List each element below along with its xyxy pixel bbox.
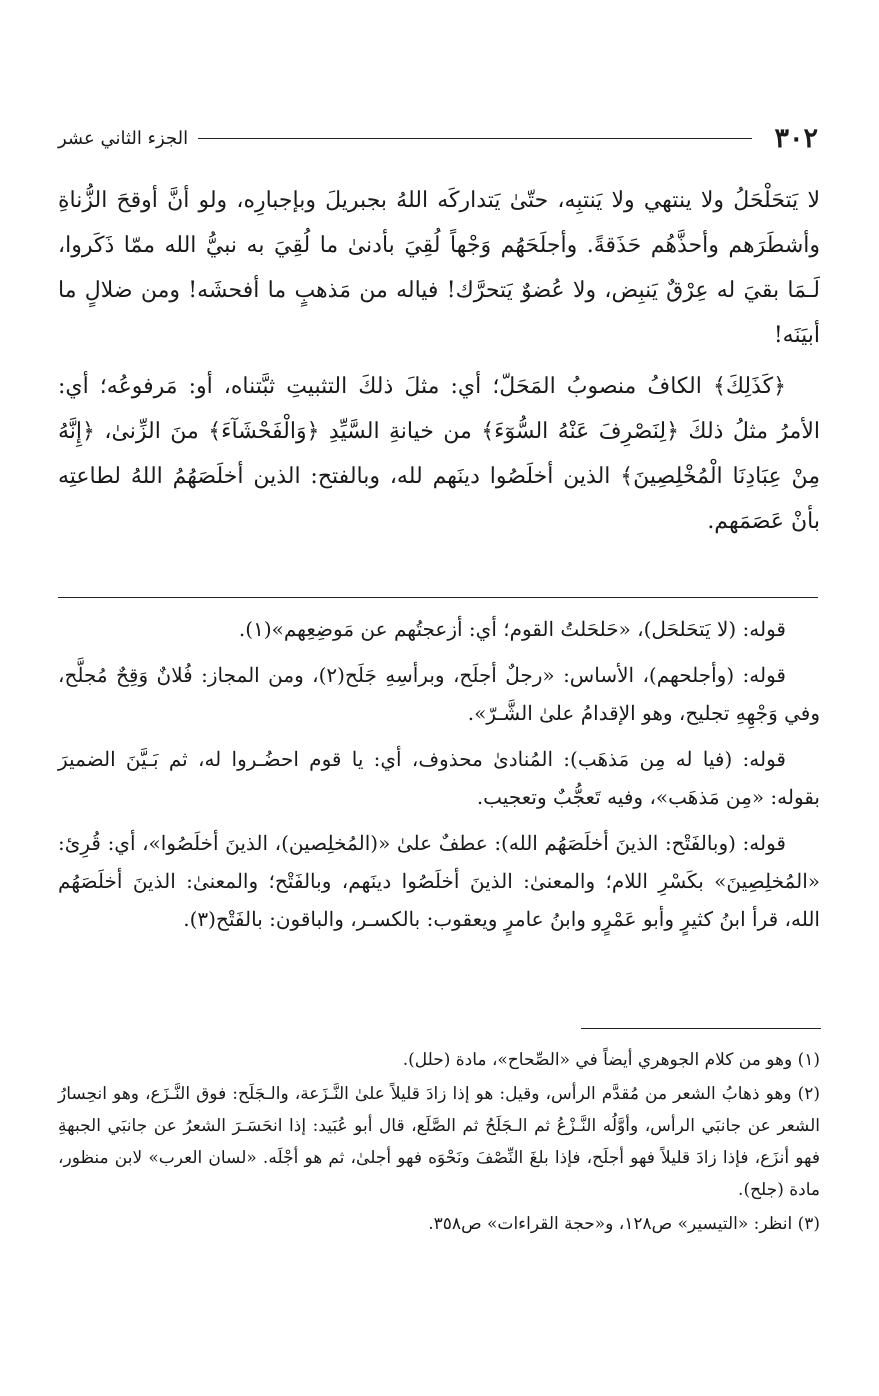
- commentary-paragraph: قوله: (فيا له مِن مَذهَب): المُنادىٰ محذوف، أي: يا قوم احضُـروا له، ثم بَـيَّنَ الضميرَ بقوله: «مِن مَذهَب»، وفيه تَعجُّبٌ وتعجيب.: [58, 747, 820, 809]
- header-rule: [198, 138, 752, 139]
- commentary-paragraph: قوله: (وبالفَتْح: الذينَ أخلَصَهُم الله): عطفٌ علىٰ «(المُخلِصين)، الذينَ أخلَصُوا»، أي: قُرِئ: «المُخلِصِينَ» بكَسْرِ اللام؛ والمعنىٰ: الذينَ أخلَصُوا دينَهم، وبالفَتْح؛ والمعنىٰ: الذينَ أخلَصَهُم الله، قرأ ابنُ كثيرٍ وأبو عَمْرٍو وابنُ عامرٍ ويعقوب: بالكسـر، والباقون: بالفَتْح(٣).: [58, 831, 820, 931]
- footnotes-section: [58, 1044, 820, 1242]
- running-title: الجزء الثاني عشر: [58, 127, 189, 149]
- footnote-divider: [581, 1028, 821, 1029]
- commentary-paragraph: قوله: (وأجلحهم)، الأساس: «رجلٌ أجلَح، وبرأسِهِ جَلَح(٢)، ومن المجاز: فُلانٌ وَقِحٌ مُجلَّح، وفي وَجْهِهِ تجليح، وهو الإقدامُ علىٰ الشَّـرّ».: [58, 663, 820, 725]
- page-number: ٣٠٢: [774, 122, 818, 154]
- main-paragraph: لا يَتحَلْحَلُ ولا ينتهي ولا يَنتبِه، حتّىٰ يَتداركَه اللهُ بجبريلَ وبإجبارِه، ولو أنَّ أوقحَ الزُّناةِ وأشطَرَهم وأحذَّهُم حَذَقةً. وأجلَحَهُم وَجْهاً لُقِيَ بأدنىٰ ما لُقِيَ به نبيُّ الله ممّا ذَكَروا، لَـمَا بقيَ له عِرْقٌ يَنبِض، ولا عُضوٌ يَتحرَّك! فياله من مَذهبٍ ما أفحشَه! ومن ضلالٍ ما أبيَنَه!: [58, 188, 820, 348]
- commentary-paragraph: قوله: (لا يَتحَلحَل)، «حَلحَلتُ القوم؛ أي: أزعجتُهم عن مَوضِعِهم»(١).: [238, 617, 786, 641]
- footnote: (١) وهو من كلام الجوهري أيضاً في «الصِّحاح»، مادة (حلل).: [402, 1050, 820, 1070]
- footnote: (٢) وهو ذهابُ الشعر من مُقدَّم الرأس، وقيل: هو إذا زادَ قليلاً علىٰ النَّـزَعة، والـجَلَح: فوق النَّـزَع، وهو انحِسارُ الشعر عن جانبَي الرأس، وأوَّلُه النَّـزْعُ ثم الـجَلَحُ ثم الصَّلَع، قال أبو عُبَيد: إذا انحَسَـرَ الشعرُ عن جانبَي الجبهةِ فهو أنزَع، فإذا زادَ قليلاً فهو أجلَح، فإذا بلغَ النِّصْفَ ونَحْوَه فهو أجلىٰ، ثم هو أجْلَه. «لسان العرب» لابن منظور، مادة (جلح).: [58, 1084, 821, 1200]
- commentary-section: [58, 610, 820, 946]
- footnote: (٣) انظر: «التيسير» ص١٢٨، و«حجة القراءات» ص٣٥٨.: [428, 1214, 820, 1234]
- commentary-divider: [58, 597, 818, 598]
- main-text: [58, 178, 820, 550]
- page-header: [58, 118, 818, 158]
- main-paragraph: ﴿كَذَلِكَ﴾ الكافُ منصوبُ المَحَلّ؛ أي: مثلَ ذلكَ التثبيتِ ثبَّتناه، أو: مَرفوعُه؛ أي: الأمرُ مثلُ ذلكَ ﴿لِنَصْرِفَ عَنْهُ السُّوٓءَ﴾ من خيانةِ السَّيِّدِ ﴿وَالْفَحْشَآءَ﴾ منَ الزِّنىٰ، ﴿إِنَّهُ مِنْ عِبَادِنَا الْمُخْلِصِينَ﴾ الذين أخلَصُوا دينَهم لله، وبالفتح: الذين أخلَصَهُمُ اللهُ لطاعتِه بأنْ عَصَمَهم.: [58, 374, 820, 534]
